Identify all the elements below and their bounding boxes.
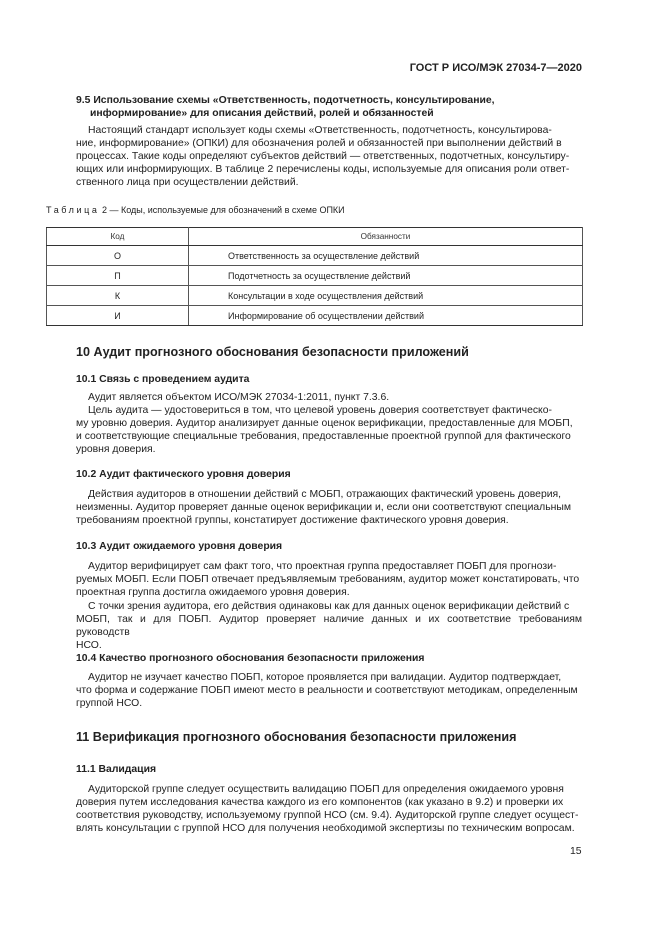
paragraph-10-3b bbox=[76, 600, 582, 652]
section-11-1-title: 11.1 Валидация bbox=[76, 764, 157, 775]
text-line: группой НСО. bbox=[76, 698, 143, 710]
code-cell: О bbox=[47, 246, 189, 266]
table-caption-text: 2 — Коды, используемые для обозначений в схеме ОПКИ bbox=[99, 205, 345, 215]
table-row bbox=[47, 246, 583, 266]
text-line-content: Аудитор не изучает качество ПОБП, которое проявляется при валидации. Аудитор подтверждает, bbox=[88, 672, 562, 683]
section-10-2-title: 10.2 Аудит фактического уровня доверия bbox=[76, 469, 291, 480]
paragraph-10-4 bbox=[76, 671, 582, 710]
text-line bbox=[76, 560, 582, 573]
text-line: уровня доверия. bbox=[76, 444, 156, 456]
section-10-title: 10 Аудит прогнозного обоснования безопасности приложений bbox=[76, 345, 469, 359]
text-line: ственного лица при осуществлении действий. bbox=[76, 177, 299, 189]
text-line: неизменны. Аудитор проверяет данные оценок верификации и, если они соответствуют специальным bbox=[76, 502, 571, 514]
text-line bbox=[76, 783, 582, 796]
text-line-content: Аудитор верифицирует сам факт того, что проектная группа предоставляет ПОБП для прогнози- bbox=[88, 561, 557, 572]
text-line-content: Настоящий стандарт использует коды схемы «Ответственность, подотчетность, консультирова- bbox=[88, 125, 552, 136]
text-line bbox=[76, 671, 582, 684]
text-line: доверия путем исследования качества каждого из его компонентов (как указано в 9.2) и проверки их bbox=[76, 797, 564, 809]
section-10-4-title: 10.4 Качество прогнозного обоснования безопасности приложения bbox=[76, 653, 425, 664]
text-line: что форма и содержание ПОБП имеют место в реальности и соответствуют методикам, определенным bbox=[76, 685, 578, 697]
table-caption-prefix: Таблица bbox=[46, 205, 100, 215]
text-line-content: Аудит является объектом ИСО/МЭК 27034-1:2011, пункт 7.3.6. bbox=[88, 392, 390, 403]
text-line: ющих или информирующих. В таблице 2 перечислены коды, используемые для описания роли ответ- bbox=[76, 164, 570, 176]
section-10-3-title: 10.3 Аудит ожидаемого уровня доверия bbox=[76, 541, 283, 552]
table-row bbox=[47, 266, 583, 286]
table-caption bbox=[46, 205, 552, 216]
section-title-line: информирование» для описания действий, ролей и обязанностей bbox=[90, 108, 434, 119]
text-line: НСО. bbox=[76, 640, 102, 652]
duty-cell: Подотчетность за осуществление действий bbox=[189, 266, 583, 286]
text-line bbox=[76, 124, 582, 137]
text-line: МОБП, так и для ПОБП. Аудитор проверяет наличие данных и их соответствие требованиям руководств bbox=[76, 614, 582, 639]
text-line bbox=[76, 404, 582, 417]
paragraph-11-1 bbox=[76, 783, 582, 835]
code-cell: И bbox=[47, 306, 189, 326]
paragraph-10-1a bbox=[76, 391, 582, 404]
paragraph-10-1b bbox=[76, 404, 582, 456]
table-row bbox=[47, 306, 583, 326]
code-cell: К bbox=[47, 286, 189, 306]
section-10-1-title: 10.1 Связь с проведением аудита bbox=[76, 374, 250, 385]
duty-cell: Консультации в ходе осуществления действий bbox=[189, 286, 583, 306]
paragraph-10-3a bbox=[76, 560, 582, 599]
text-line bbox=[76, 600, 582, 613]
text-line: руемых МОБП. Если ПОБП отвечает предъявляемым требованиям, аудитор может констатировать, что bbox=[76, 574, 580, 586]
table-row bbox=[47, 286, 583, 306]
duty-cell: Информирование об осуществлении действий bbox=[189, 306, 583, 326]
section-11-title: 11 Верификация прогнозного обоснования безопасности приложения bbox=[76, 730, 517, 744]
text-line: ние, информирование» (ОПКИ) для обозначения ролей и обязанностей при выполнении действий в bbox=[76, 138, 562, 150]
text-line-content: С точки зрения аудитора, его действия одинаковы как для данных оценок верификации действий с bbox=[88, 601, 570, 612]
column-header-duty: Обязанности bbox=[189, 228, 583, 246]
text-line-content: Действия аудиторов в отношении действий с МОБП, отражающих фактический уровень доверия, bbox=[88, 489, 562, 500]
text-line: процессах. Такие коды определяют субъектов действий — ответственных, подотчетных, консультиру- bbox=[76, 151, 570, 163]
paragraph-10-2 bbox=[76, 488, 582, 527]
duty-cell: Ответственность за осуществление действий bbox=[189, 246, 583, 266]
text-line: влять консультации с группой НСО для получения необходимой экспертизы по техническим вопросам. bbox=[76, 823, 575, 835]
paragraph-9-5 bbox=[76, 124, 582, 189]
codes-table bbox=[46, 227, 583, 326]
page-number: 15 bbox=[570, 846, 582, 857]
section-title-line: 9.5 Использование схемы «Ответственность, подотчетность, консультирование, bbox=[76, 95, 495, 106]
text-line bbox=[76, 488, 582, 501]
text-line: соответствия руководству, используемому группой НСО (см. 9.4). Аудиторской группе следует осущест- bbox=[76, 810, 579, 822]
text-line: му уровню доверия. Аудитор анализирует данные оценок верификации, предоставленные для МОБП, bbox=[76, 418, 573, 430]
table-header-row bbox=[47, 228, 583, 246]
standard-header: ГОСТ Р ИСО/МЭК 27034-7—2020 bbox=[409, 62, 582, 74]
text-line: проектная группа достигла ожидаемого уровня доверия. bbox=[76, 587, 350, 599]
section-9-5-title bbox=[76, 94, 582, 120]
code-cell: П bbox=[47, 266, 189, 286]
text-line bbox=[76, 391, 582, 404]
column-header-code: Код bbox=[47, 228, 189, 246]
text-line: и соответствующие специальные требования, предоставленные проектной группой для фактического bbox=[76, 431, 571, 443]
text-line: требованиям проектной группы, констатирует достижение фактического уровня доверия. bbox=[76, 515, 509, 527]
text-line-content: Цель аудита — удостовериться в том, что целевой уровень доверия соответствует фактическо- bbox=[88, 405, 552, 416]
text-line-content: Аудиторской группе следует осуществить валидацию ПОБП для определения ожидаемого уровня bbox=[88, 784, 564, 795]
